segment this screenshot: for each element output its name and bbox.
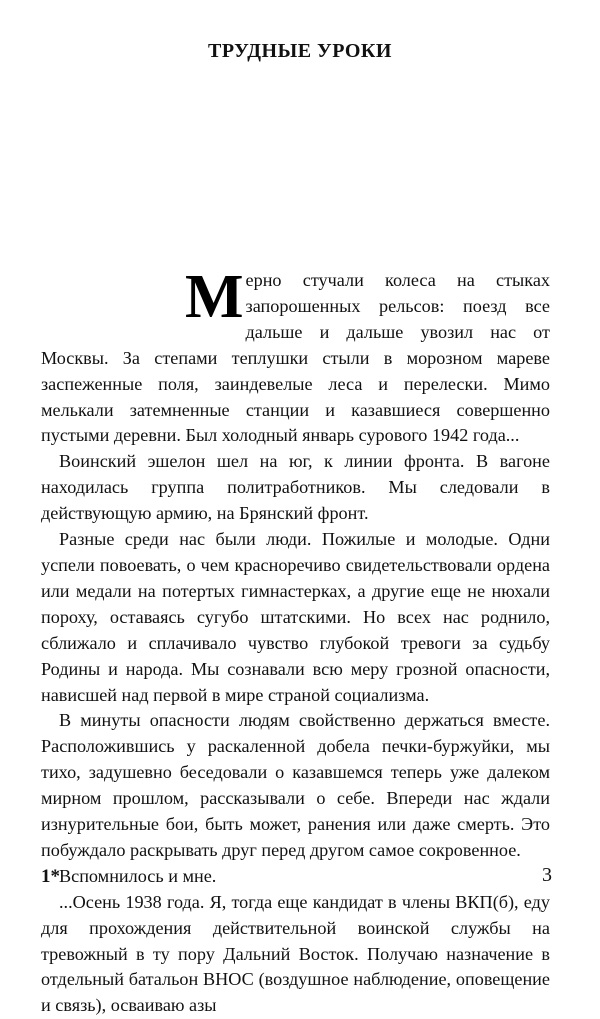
paragraph-2: Воинский эшелон шел на юг, к линии фронта. В вагоне находилась группа политработников. Мы следовали в действующую армию, на Брянский фронт.: [41, 451, 550, 524]
chapter-title: ТРУДНЫЕ УРОКИ: [208, 40, 392, 62]
paragraph-1: [41, 263, 550, 449]
paragraph-6: ...Осень 1938 года. Я, тогда еще кандидат в члены ВКП(б), еду для прохождения действительной воинской службы на тревожный в ту пору Дальний Восток. Получаю назначение в отдельный батальон ВНОС (воздушное наблюдение, оповещение и связь), осваиваю азы: [41, 891, 550, 1016]
drop-cap-letter: М: [185, 263, 242, 331]
signature-mark: 1*: [41, 866, 60, 887]
paragraph-5: Вспомнилось и мне.: [59, 865, 217, 886]
paragraph-3: Разные среди нас были люди. Пожилые и молодые. Одни успели повоевать, о чем красноречиво свидетельствовали ордена или медали на потертых гимнастерках, а другие еще не нюхали пороху, оставаясь сугубо штатскими. Но всех нас роднило, сближало и сплачивало чувство глубокой тревоги за судьбу Родины и народа. Мы сознавали всю меру грозной опасности, нависшей над первой в мире страной социализма.: [41, 529, 550, 705]
page-number: 3: [542, 864, 552, 886]
paragraph-4: В минуты опасности людям свойственно держаться вместе. Расположившись у раскаленной добела печки-буржуйки, мы тихо, задушевно беседовали о казавшемся теперь уже далеком мирном прошлом, рассказывали о себе. Впереди нас ждали изнурительные бои, быть может, ранения или даже смерть. Это побуждало раскрывать друг перед другом самое сокровенное.: [41, 710, 550, 860]
paragraph-1-text: ерно стучали колеса на стыках запорошенных рельсов: поезд все дальше и дальше увозил нас от Москвы. За степами теплушки стыли в морозном мареве заспеженные поля, заиндевелые леса и перелески. Мимо мелькали затемненные станции и казавшиеся совершенно пустыми деревни. Был холодный январь сурового 1942 года...: [41, 270, 550, 446]
chapter-body: [41, 263, 550, 1019]
